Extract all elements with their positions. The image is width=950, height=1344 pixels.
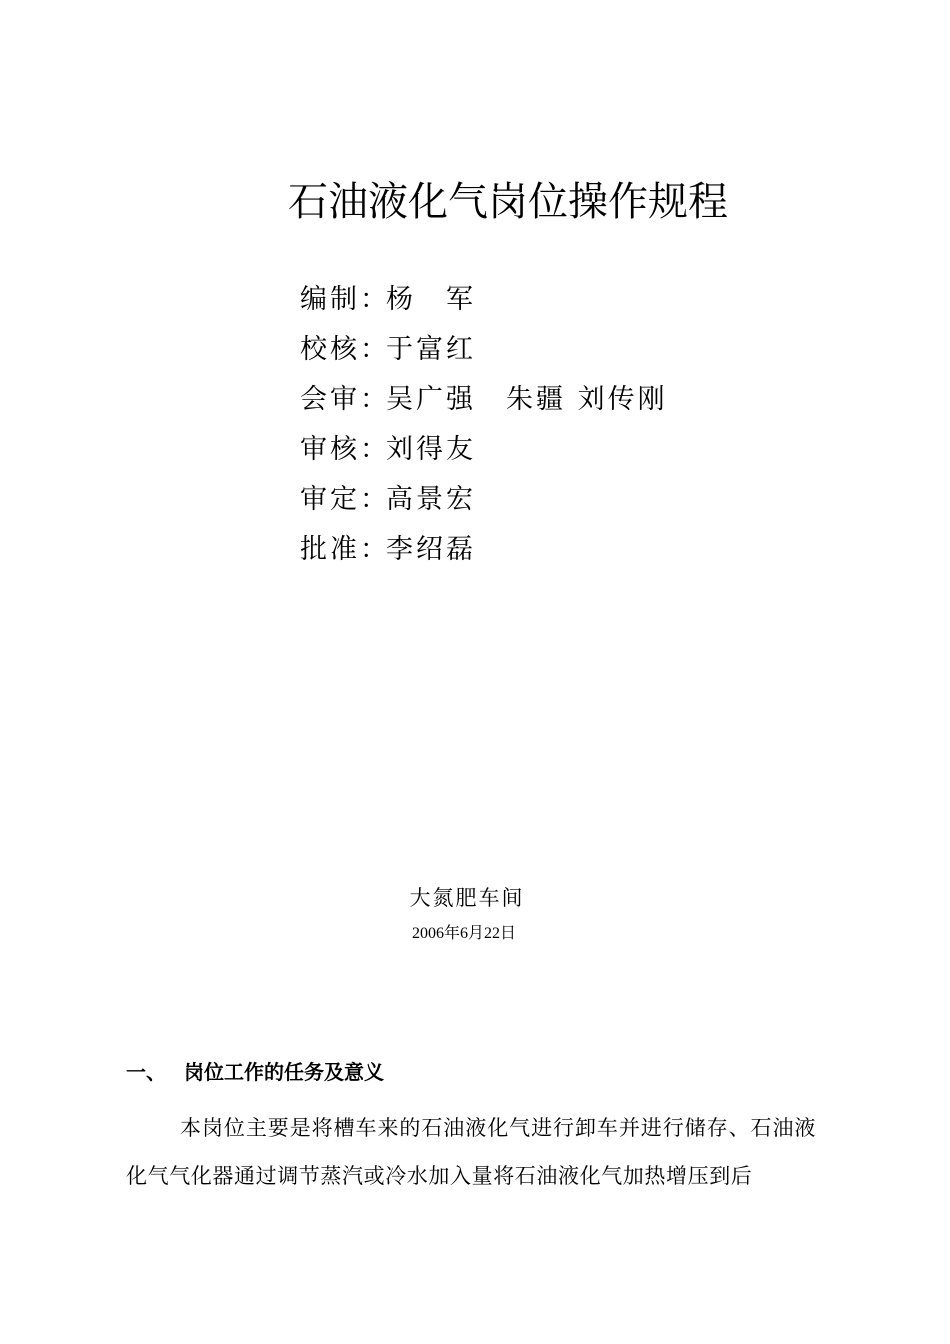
credit-names: 吴广强 朱疆 刘传刚: [386, 384, 668, 415]
credit-role: 编制：: [300, 284, 390, 315]
credit-role: 审定：: [300, 484, 390, 515]
credit-row-checked: [300, 330, 668, 380]
credit-role: 审核：: [300, 434, 390, 465]
section-number: 一、: [126, 1060, 166, 1084]
body-paragraph: 本岗位主要是将槽车来的石油液化气进行卸车并进行储存、石油液化气气化器通过调节蒸汽或冷水加入量将石油液化气加热增压到后: [126, 1116, 816, 1188]
section-body: [126, 1104, 816, 1200]
credit-names: 李绍磊: [386, 534, 476, 565]
credit-role: 批准：: [300, 534, 390, 565]
credit-row-finalized: [300, 480, 668, 530]
credit-role: 会审：: [300, 384, 390, 415]
credit-names: 高景宏: [386, 484, 476, 515]
credit-names: 杨 军: [386, 284, 476, 315]
document-title: 石油液化气岗位操作规程: [288, 179, 728, 225]
credits-block: [300, 280, 668, 580]
credit-names: 于富红: [386, 334, 476, 365]
credit-row-approved: [300, 530, 668, 580]
credit-names: 刘得友: [386, 434, 476, 465]
section-title: 岗位工作的任务及意义: [184, 1060, 384, 1084]
document-date: 2006年6月22日: [411, 925, 516, 942]
department-name: 大氮肥车间: [409, 886, 525, 910]
credit-row-reviewed: [300, 430, 668, 480]
credit-row-cosigned: [300, 380, 668, 430]
section-heading: [126, 1056, 384, 1088]
credit-row-compiled: [300, 280, 668, 330]
credit-role: 校核：: [300, 334, 390, 365]
